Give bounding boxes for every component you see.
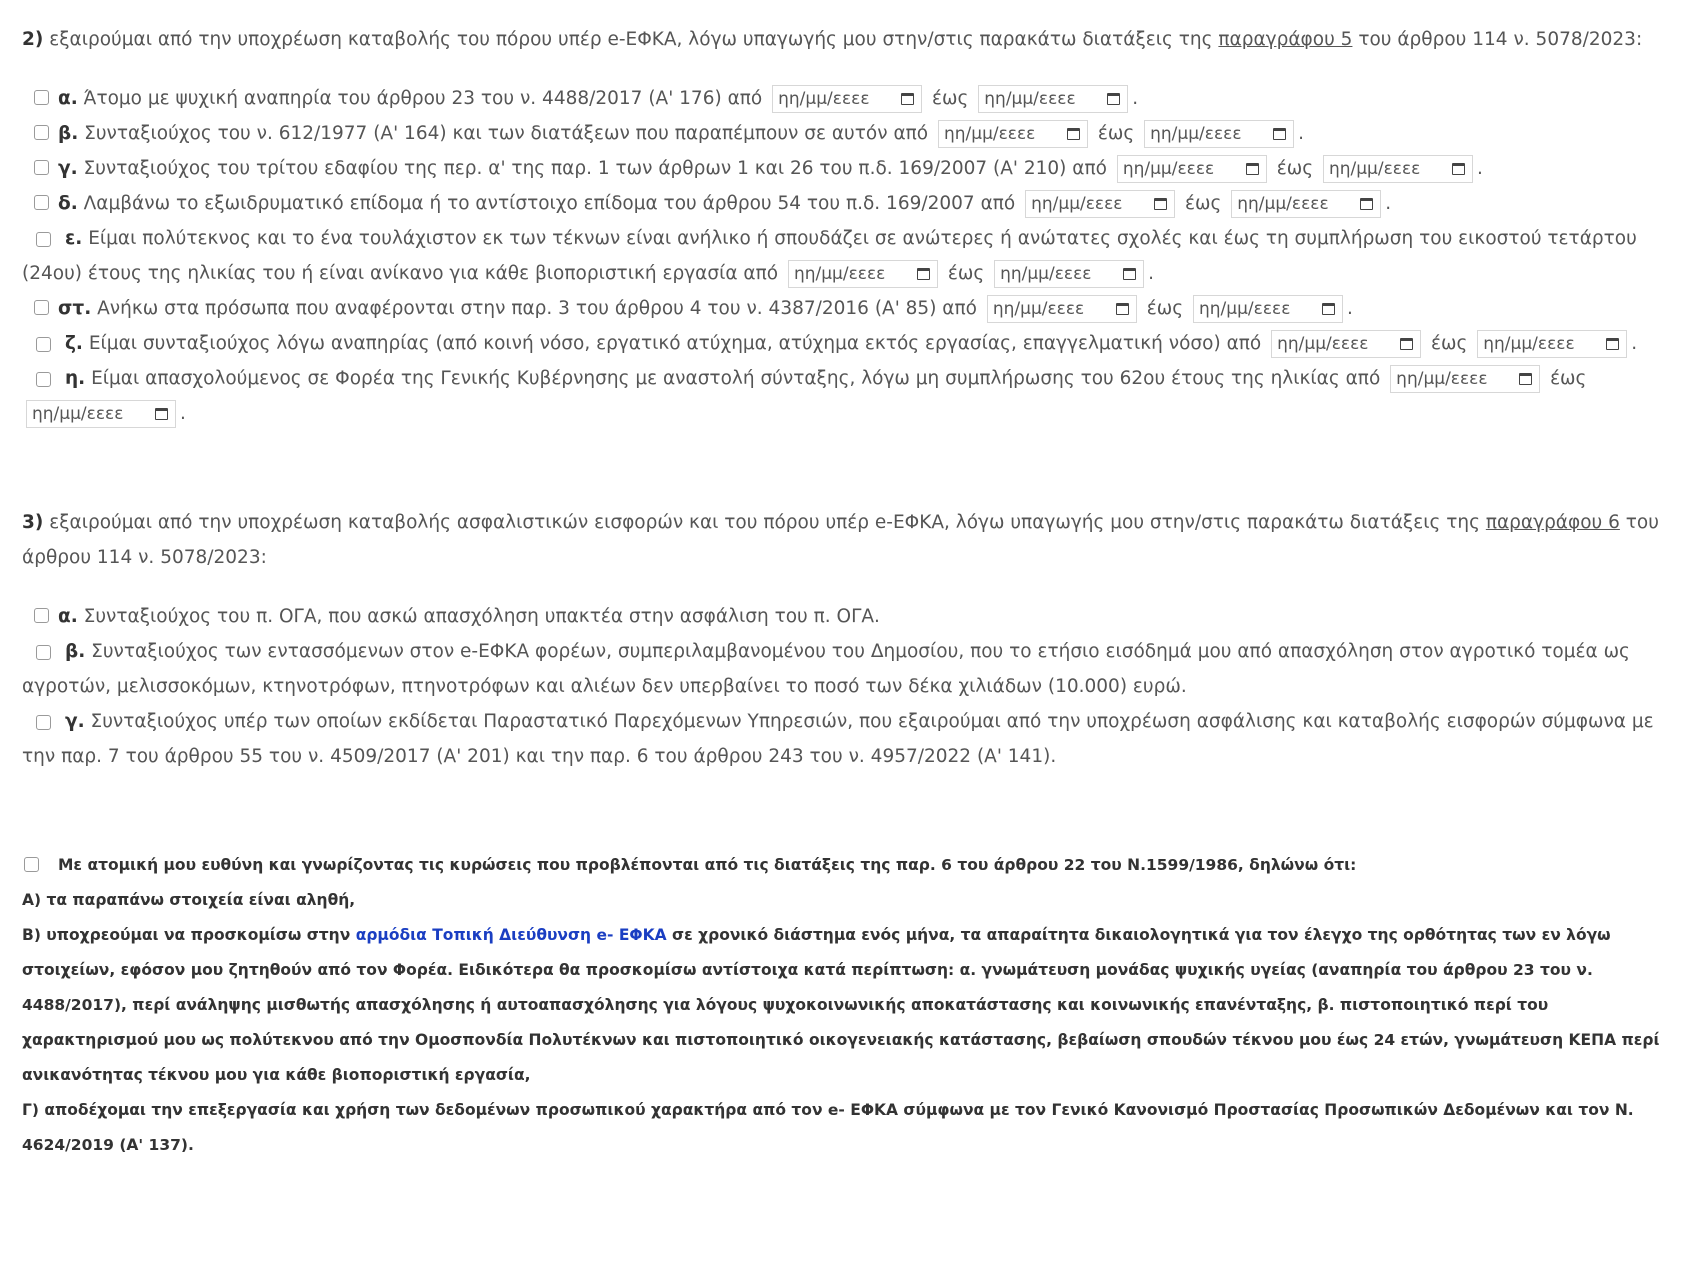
option-2h-checkbox[interactable] bbox=[36, 372, 51, 387]
calendar-icon[interactable] bbox=[1067, 128, 1080, 140]
declaration-b: Β) υποχρεούμαι να προσκομίσω στην αρμόδια Τοπική Διεύθυνση e- ΕΦΚΑ σε χρονικό διάστημα ενός μήνα, τα απαραίτητα δικαιολογητικά για τον έλεγχο της ορθότητας των εν λόγω στοιχείων, εφόσον μου ζητηθούν από τον Φορέα. Ειδικότερα θα προσκομίσω αντίστοιχα κατά περίπτωση: α. γνωμάτευση μονάδας ψυχικής υγείας (αναπηρία του άρθρου 23 του ν. 4488/2017), περί ανάληψης μισθωτής απασχόλησης ή αυτοαπασχόλησης για λόγους ψυχοκοινωνικής αποκατάστασης και κοινωνικής επανένταξης, β. πιστοποιητικό περί του χαρακτηρισμού μου ως πολύτεκνου από την Ομοσπονδία Πολυτέκνων και πιστοποιητικό οικογενειακής κατάστασης, βεβαίωση σπουδών τέκνου μου έως 24 ετών, γνωμάτευση ΚΕΠΑ περί ανικανότητας τέκνου μου για κάθε βιοποριστική εργασία, bbox=[22, 926, 1660, 1084]
option-2f-from-date[interactable]: ηη/μμ/εεεε bbox=[987, 295, 1137, 323]
calendar-icon[interactable] bbox=[1246, 163, 1259, 175]
calendar-icon[interactable] bbox=[1322, 303, 1335, 315]
option-2c-to-date[interactable]: ηη/μμ/εεεε bbox=[1323, 155, 1473, 183]
option-2f-checkbox[interactable] bbox=[34, 300, 49, 315]
paragraph-5-link[interactable]: παραγράφου 5 bbox=[1218, 29, 1353, 50]
option-2h-to-date[interactable]: ηη/μμ/εεεε bbox=[26, 400, 176, 428]
option-2a-from-date[interactable]: ηη/μμ/εεεε bbox=[772, 85, 922, 113]
option-2b-checkbox[interactable] bbox=[34, 125, 49, 140]
calendar-icon[interactable] bbox=[1360, 198, 1373, 210]
calendar-icon[interactable] bbox=[1400, 338, 1413, 350]
option-2g: ζ. Είμαι συνταξιούχος λόγω αναπηρίας (από κοινή νόσο, εργατικό ατύχημα, ατύχημα εκτός εργασίας, επαγγελματική νόσο) από ηη/μμ/εεεε έως ηη/μμ/εεεε . bbox=[22, 326, 1678, 361]
calendar-icon[interactable] bbox=[1154, 198, 1167, 210]
option-2a-checkbox[interactable] bbox=[34, 90, 49, 105]
section-2-intro: 2) εξαιρούμαι από την υποχρέωση καταβολής του πόρου υπέρ e-ΕΦΚΑ, λόγω υπαγωγής μου στην/στις παρακάτω διατάξεις της παραγράφου 5 του άρθρου 114 ν. 5078/2023: bbox=[22, 29, 1643, 50]
calendar-icon[interactable] bbox=[901, 93, 914, 105]
option-2a-to-date[interactable]: ηη/μμ/εεεε bbox=[978, 85, 1128, 113]
calendar-icon[interactable] bbox=[1116, 303, 1129, 315]
option-3b: β. Συνταξιούχος των εντασσόμενων στον e-ΕΦΚΑ φορέων, συμπεριλαμβανομένου του Δημοσίου, που το ετήσιο εισόδημά μου από απασχόληση στον αγροτικό τομέα ως αγροτών, μελισσοκόμων, κτηνοτρόφων, πτηνοτρόφων και αλιέων δεν υπερβαίνει το ποσό των δέκα χιλιάδων (10.000) ευρώ. bbox=[22, 641, 1630, 697]
calendar-icon[interactable] bbox=[1123, 268, 1136, 280]
calendar-icon[interactable] bbox=[917, 268, 930, 280]
option-3a-checkbox[interactable] bbox=[34, 608, 49, 623]
section-2-number: 2) bbox=[22, 29, 44, 50]
option-2g-to-date[interactable]: ηη/μμ/εεεε bbox=[1477, 330, 1627, 358]
option-2h: η. Είμαι απασχολούμενος σε Φορέα της Γενικής Κυβέρνησης με αναστολή σύνταξης, λόγω μη συμπλήρωσης του 62ου έτους της ηλικίας από ηη/μμ/εεεε έως ηη/μμ/εεεε . bbox=[22, 361, 1678, 431]
option-3c-checkbox[interactable] bbox=[36, 715, 51, 730]
local-directorate-link[interactable]: αρμόδια Τοπική Διεύθυνση e- ΕΦΚΑ bbox=[355, 926, 667, 944]
option-2a: α. Άτομο με ψυχική αναπηρία του άρθρου 23 του ν. 4488/2017 (Α' 176) από ηη/μμ/εεεε έως ηη/μμ/εεεε . bbox=[22, 81, 1678, 116]
option-2c-checkbox[interactable] bbox=[34, 160, 49, 175]
paragraph-6-link[interactable]: παραγράφου 6 bbox=[1485, 512, 1620, 533]
option-2d: δ. Λαμβάνω το εξωιδρυματικό επίδομα ή το αντίστοιχο επίδομα του άρθρου 54 του π.δ. 169/2007 από ηη/μμ/εεεε έως ηη/μμ/εεεε . bbox=[22, 186, 1678, 221]
calendar-icon[interactable] bbox=[1452, 163, 1465, 175]
calendar-icon[interactable] bbox=[1606, 338, 1619, 350]
option-2e-from-date[interactable]: ηη/μμ/εεεε bbox=[788, 260, 938, 288]
declaration-a: Α) τα παραπάνω στοιχεία είναι αληθή, bbox=[22, 891, 356, 909]
declaration-c: Γ) αποδέχομαι την επεξεργασία και χρήση των δεδομένων προσωπικού χαρακτήρα από τον e- ΕΦΚΑ σύμφωνα με τον Γενικό Κανονισμό Προστασίας Προσωπικών Δεδομένων και τον Ν. 4624/2019 (Α' 137). bbox=[22, 1101, 1634, 1154]
option-2c: γ. Συνταξιούχος του τρίτου εδαφίου της περ. α' της παρ. 1 των άρθρων 1 και 26 του π.δ. 169/2007 (Α' 210) από ηη/μμ/εεεε έως ηη/μμ/εεεε . bbox=[22, 151, 1678, 186]
declaration-checkbox[interactable] bbox=[24, 857, 39, 872]
option-2e-to-date[interactable]: ηη/μμ/εεεε bbox=[994, 260, 1144, 288]
option-2e: ε. Είμαι πολύτεκνος και το ένα τουλάχιστον εκ των τέκνων είναι ανήλικο ή σπουδάζει σε ανώτερες ή ανώτατες σχολές και έως τη συμπλήρωση του εικοστού τετάρτου (24ου) έτους της ηλικίας του ή είναι ανίκανο για κάθε βιοποριστική εργασία από ηη/μμ/εεεε έως ηη/μμ/εεεε . bbox=[22, 221, 1678, 291]
calendar-icon[interactable] bbox=[1519, 373, 1532, 385]
option-3c: γ. Συνταξιούχος υπέρ των οποίων εκδίδεται Παραστατικό Παρεχόμενων Υπηρεσιών, που εξαιρούμαι από την υποχρέωση ασφάλισης και καταβολής εισφορών σύμφωνα με την παρ. 7 του άρθρου 55 του ν. 4509/2017 (Α' 201) και την παρ. 6 του άρθρου 243 του ν. 4957/2022 (Α' 141). bbox=[22, 711, 1654, 767]
option-2g-from-date[interactable]: ηη/μμ/εεεε bbox=[1271, 330, 1421, 358]
calendar-icon[interactable] bbox=[1273, 128, 1286, 140]
option-2d-to-date[interactable]: ηη/μμ/εεεε bbox=[1231, 190, 1381, 218]
option-2e-checkbox[interactable] bbox=[36, 232, 51, 247]
option-2b-to-date[interactable]: ηη/μμ/εεεε bbox=[1144, 120, 1294, 148]
option-3a: α. Συνταξιούχος του π. ΟΓΑ, που ασκώ απασχόληση υπακτέα στην ασφάλιση του π. ΟΓΑ. bbox=[22, 599, 1678, 634]
option-3b-checkbox[interactable] bbox=[36, 645, 51, 660]
option-2h-from-date[interactable]: ηη/μμ/εεεε bbox=[1390, 365, 1540, 393]
section-3-intro: 3) εξαιρούμαι από την υποχρέωση καταβολής ασφαλιστικών εισφορών και του πόρου υπέρ e-ΕΦΚΑ, λόγω υπαγωγής μου στην/στις παρακάτω διατάξεις της παραγράφου 6 του άρθρου 114 ν. 5078/2023: bbox=[22, 512, 1659, 568]
option-2c-from-date[interactable]: ηη/μμ/εεεε bbox=[1117, 155, 1267, 183]
option-2b: β. Συνταξιούχος του ν. 612/1977 (Α' 164) και των διατάξεων που παραπέμπουν σε αυτόν από ηη/μμ/εεεε έως ηη/μμ/εεεε . bbox=[22, 116, 1678, 151]
option-2f-to-date[interactable]: ηη/μμ/εεεε bbox=[1193, 295, 1343, 323]
calendar-icon[interactable] bbox=[1107, 93, 1120, 105]
option-2d-from-date[interactable]: ηη/μμ/εεεε bbox=[1025, 190, 1175, 218]
calendar-icon[interactable] bbox=[155, 408, 168, 420]
section-3-number: 3) bbox=[22, 512, 44, 533]
option-2d-checkbox[interactable] bbox=[34, 195, 49, 210]
option-2f: στ. Ανήκω στα πρόσωπα που αναφέρονται στην παρ. 3 του άρθρου 4 του ν. 4387/2016 (Α' 85) από ηη/μμ/εεεε έως ηη/μμ/εεεε . bbox=[22, 291, 1678, 326]
option-2b-from-date[interactable]: ηη/μμ/εεεε bbox=[938, 120, 1088, 148]
declaration-consent: Με ατομική μου ευθύνη και γνωρίζοντας τις κυρώσεις που προβλέπονται από τις διατάξεις της παρ. 6 του άρθρου 22 του Ν.1599/1986, δηλώνω ότι: bbox=[22, 848, 1678, 883]
option-2g-checkbox[interactable] bbox=[36, 337, 51, 352]
